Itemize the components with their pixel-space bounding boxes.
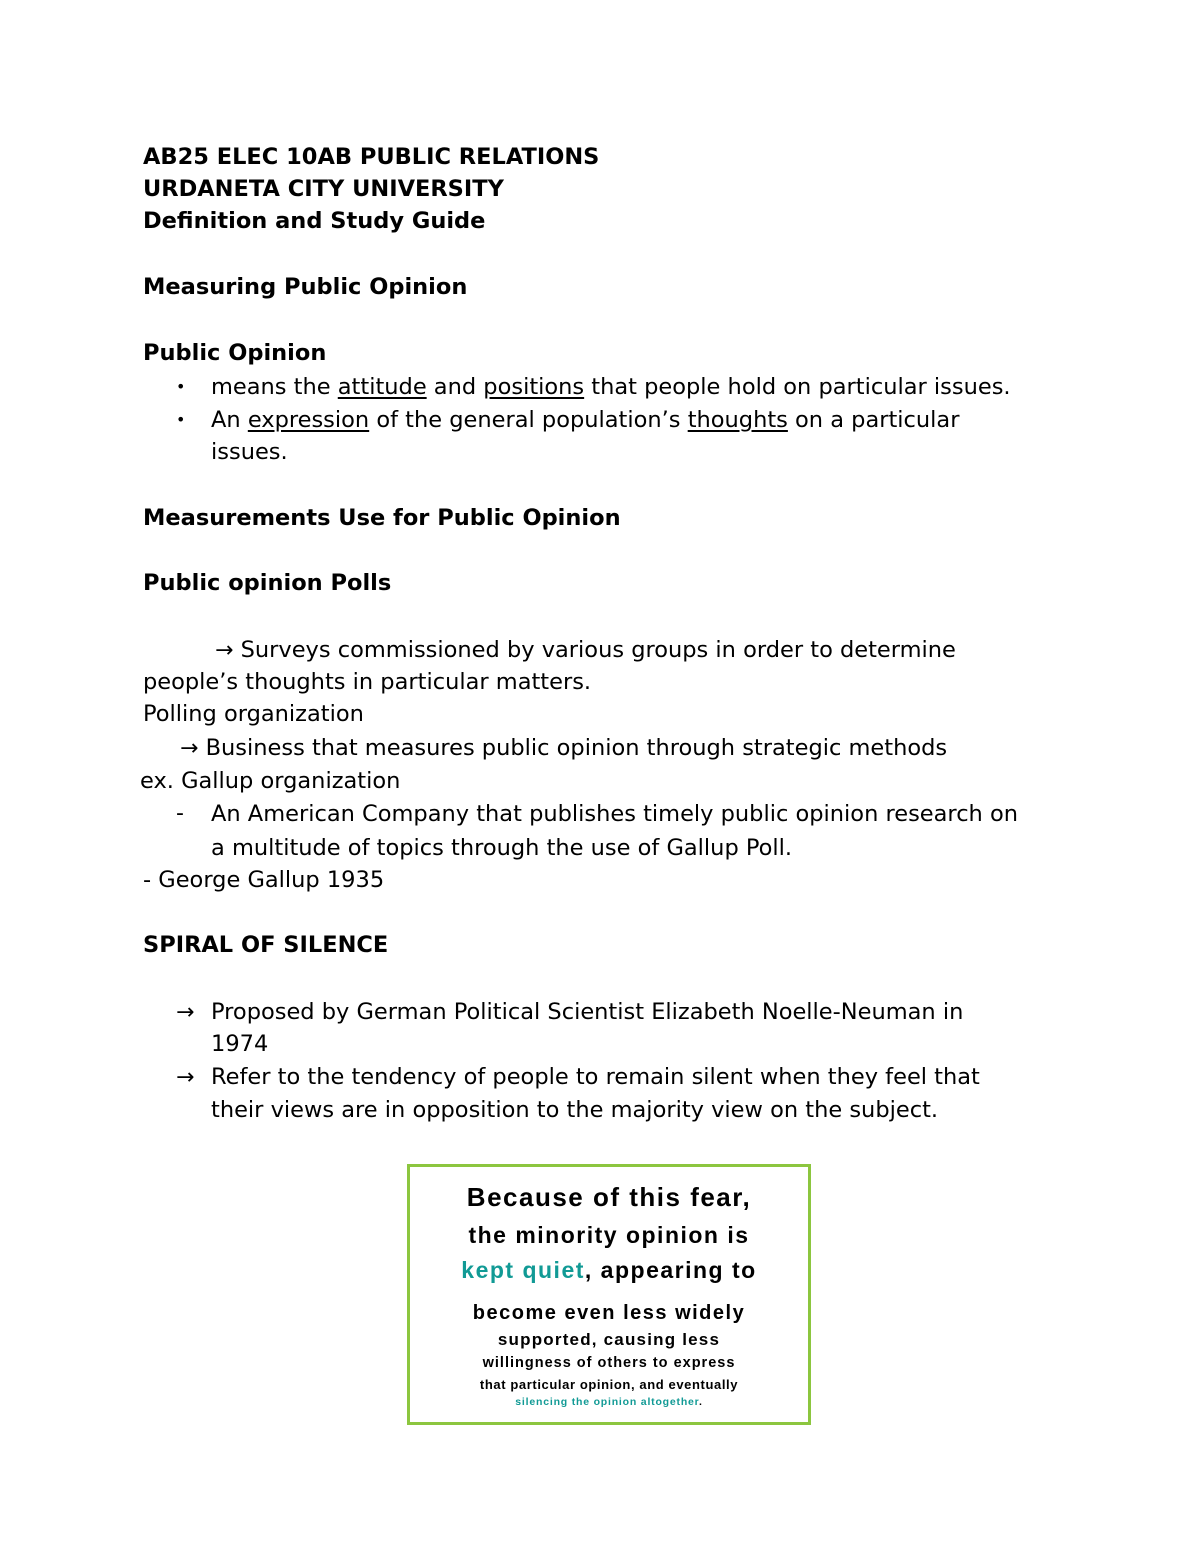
term-public-opinion-polls: Public opinion Polls [143, 570, 392, 596]
university-name: URDANETA CITY UNIVERSITY [143, 176, 504, 202]
founder-note: - George Gallup 1935 [143, 867, 385, 893]
spiral-quote-box [407, 1164, 811, 1425]
polls-definition-cont: people’s thoughts in particular matters. [143, 669, 592, 695]
example-description-cont: a multitude of topics through the use of Gallup Poll. [211, 835, 793, 861]
arrow-right-icon: → [176, 1065, 195, 1090]
quote-line-8: silencing the opinion altogether. [515, 1396, 703, 1408]
quote-line-3: kept quiet, appearing to [461, 1257, 757, 1283]
polls-definition: → Surveys commissioned by various groups in order to determine [215, 637, 956, 663]
quote-line-1: Because of this fear, [466, 1182, 752, 1212]
spiral-point-1-cont: 1974 [211, 1031, 269, 1057]
section-heading-measuring: Measuring Public Opinion [143, 274, 468, 300]
bullet-icon: • [176, 377, 186, 396]
definition-bullet-2-cont: issues. [211, 439, 288, 465]
quote-line-4: become even less widely [472, 1302, 746, 1324]
section-heading-spiral: SPIRAL OF SILENCE [143, 932, 389, 958]
example-label: ex. Gallup organization [140, 768, 401, 794]
bullet-icon: • [176, 410, 186, 429]
arrow-right-icon: → [215, 638, 234, 663]
arrow-right-icon: → [176, 1000, 195, 1025]
spiral-point-2-arrow [176, 1061, 194, 1094]
quote-line-2: the minority opinion is [468, 1222, 750, 1248]
example-description: An American Company that publishes timely public opinion research on [211, 801, 1019, 827]
dash-bullet: - [176, 801, 184, 826]
arrow-right-icon: → [180, 736, 199, 761]
definition-bullet-1: means the attitude and positions that people hold on particular issues. [211, 374, 1011, 400]
org-definition: → Business that measures public opinion through strategic methods [180, 735, 948, 761]
section-heading-measurements: Measurements Use for Public Opinion [143, 505, 621, 531]
term-public-opinion: Public Opinion [143, 340, 327, 366]
spiral-point-1: Proposed by German Political Scientist Elizabeth Noelle-Neuman in [211, 999, 964, 1025]
quote-line-7: that particular opinion, and eventually [479, 1377, 739, 1392]
quote-line-5: supported, causing less [497, 1330, 721, 1349]
spiral-point-2-cont: their views are in opposition to the majority view on the subject. [211, 1097, 939, 1123]
quote-line-6: willingness of others to express [482, 1355, 736, 1371]
definition-bullet-2: An expression of the general population’s thoughts on a particular [211, 407, 960, 433]
term-polling-organization: Polling organization [143, 701, 364, 727]
course-title: AB25 ELEC 10AB PUBLIC RELATIONS [143, 144, 600, 170]
spiral-point-1-arrow [176, 996, 194, 1029]
spiral-point-2: Refer to the tendency of people to remain silent when they feel that [211, 1064, 980, 1090]
document-subtitle: Definition and Study Guide [143, 208, 486, 234]
